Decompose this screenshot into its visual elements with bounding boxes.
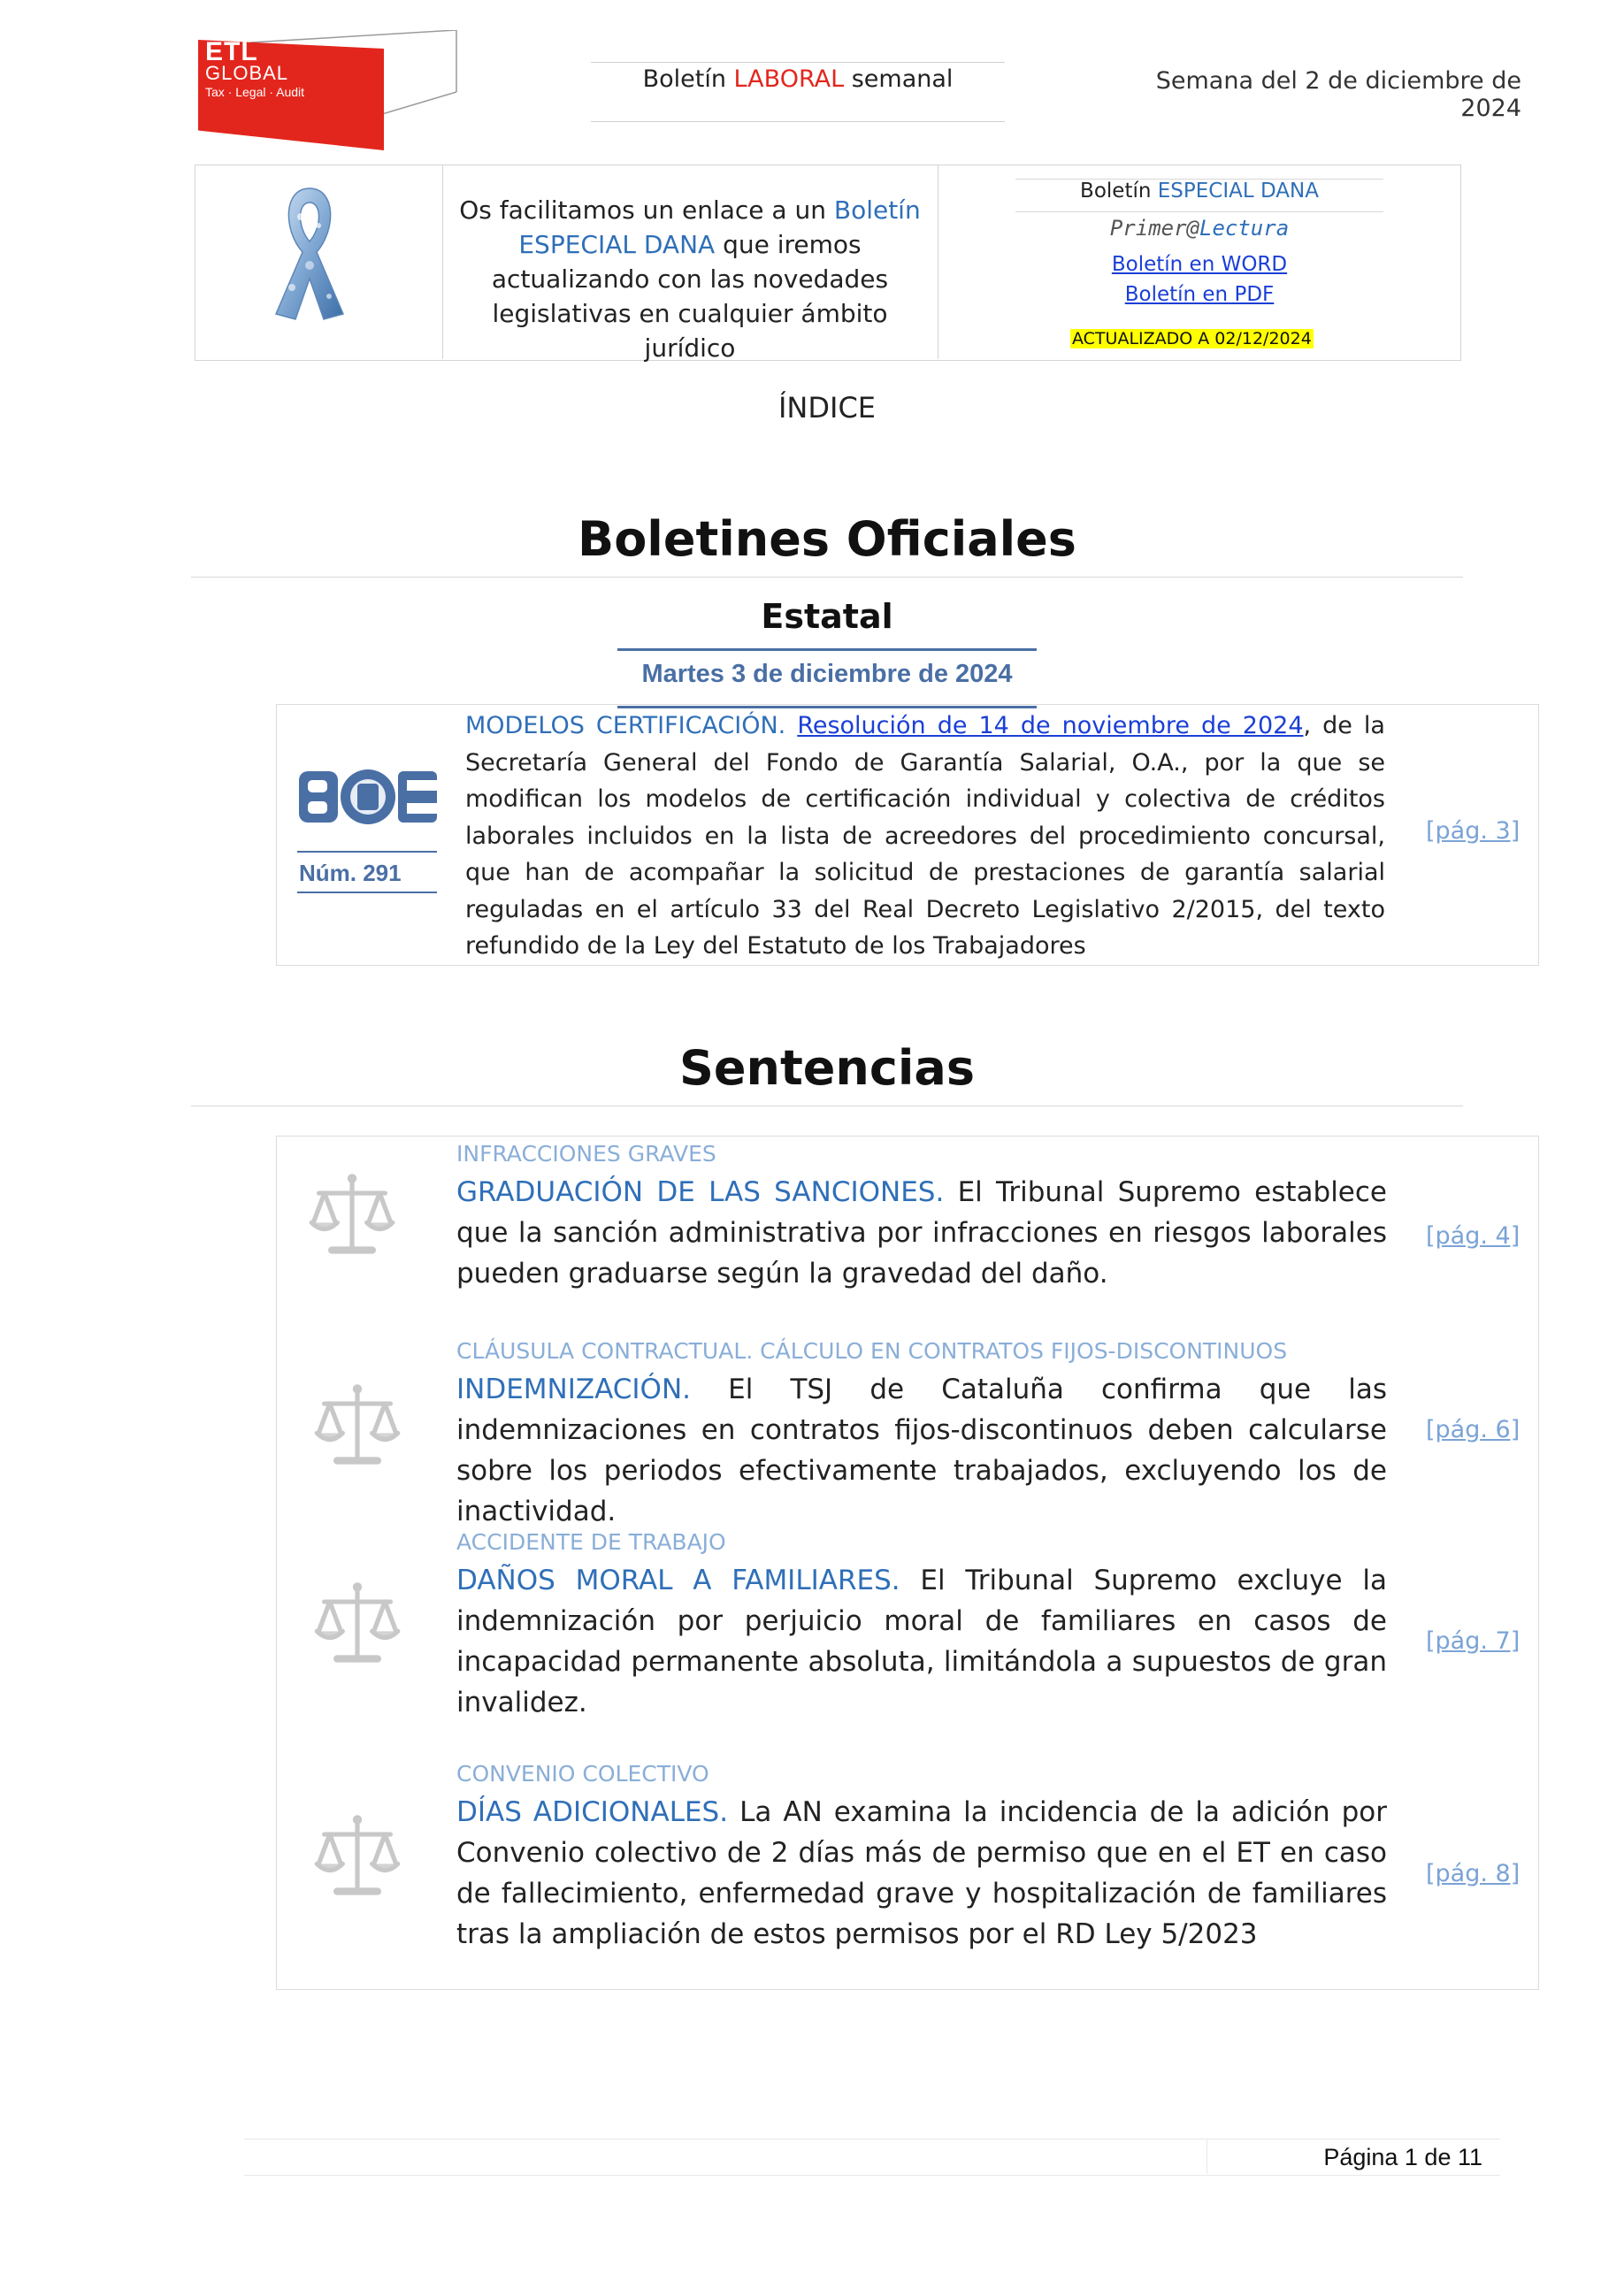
sentence-category: CLÁUSULA CONTRACTUAL. CÁLCULO EN CONTRATOS FIJOS-DISCONTINUOS xyxy=(456,1338,1288,1364)
page-ref-link[interactable]: [pág. 6] xyxy=(1426,1416,1521,1443)
divider xyxy=(1015,211,1383,212)
pdf-link[interactable]: Boletín en PDF xyxy=(1124,283,1275,306)
week-label: Semana del 2 de diciembre de 2024 xyxy=(1155,67,1521,122)
page-number: Página 1 de 11 xyxy=(1323,2144,1482,2170)
awareness-ribbon-icon xyxy=(265,181,354,323)
boe-number: Núm. 291 xyxy=(299,860,402,886)
primer-lectura-brand: Primer@Lectura xyxy=(1109,216,1290,241)
sentence-category: ACCIDENTE DE TRABAJO xyxy=(456,1529,726,1555)
page-ref-link[interactable]: [pág. 4] xyxy=(1426,1222,1521,1250)
divider xyxy=(191,577,1463,578)
dana-special-title: Boletín ESPECIAL DANA xyxy=(1080,180,1319,203)
sentence-headline: GRADUACIÓN DE LAS SANCIONES. xyxy=(456,1176,945,1208)
index-heading: ÍNDICE xyxy=(778,391,876,425)
divider xyxy=(297,851,437,853)
updated-badge: ACTUALIZADO A 02/12/2024 xyxy=(1072,329,1312,348)
scales-of-justice-icon xyxy=(311,1810,403,1902)
sentence-headline: INDEMNIZACIÓN. xyxy=(456,1374,691,1405)
boe-entry-text: MODELOS CERTIFICACIÓN. Resolución de 14 de noviembre de 2024, de la Secretaría General del Fondo de Garantía Salarial, O.A., por la que se modifican los modelos de certificación individual y colectiva de créditos laborales incluidos en la lista de acreedores del procedimiento concursal, que han de acompañar la solicitud de prestaciones de garantía salarial reguladas en el artículo 33 del Real Decreto Legislativo 2/2015, del texto refundido de la Ley del Estatuto de los Trabajadores xyxy=(465,712,1385,960)
dana-description: Os facilitamos un enlace a un Boletín ESPECIAL DANA que iremos actualizando con las novedades legislativas en cualquier ámbito jurídico xyxy=(459,195,921,363)
word-link[interactable]: Boletín en WORD xyxy=(1111,253,1288,276)
boe-logo xyxy=(297,768,439,826)
sentence-category: CONVENIO COLECTIVO xyxy=(456,1761,709,1787)
scales-of-justice-icon xyxy=(306,1169,398,1261)
logo-name: GLOBAL xyxy=(205,62,289,84)
scales-of-justice-icon xyxy=(311,1380,403,1472)
subsection-estatal: Estatal xyxy=(761,597,893,636)
sentence-category: INFRACCIONES GRAVES xyxy=(456,1141,716,1167)
logo-tagline: Tax · Legal · Audit xyxy=(205,85,305,99)
sentence-summary: INDEMNIZACIÓN. El TSJ de Cataluña confirma que las indemnizaciones en contratos fijos-discontinuos deben calcularse sobre los periodos efectivamente trabajados, excluyendo los de inactividad. xyxy=(456,1374,1387,1527)
sentence-summary: DAÑOS MORAL A FAMILIARES. El Tribunal Supremo excluye la indemnización por perjuicio moral de familiares en casos de incapacidad permanente absoluta, limitándola a supuestos de gran invalidez. xyxy=(456,1565,1387,1718)
sentence-summary: DÍAS ADICIONALES. La AN examina la incidencia de la adición por Convenio colectivo de 2 días más de permiso que en el ET en caso de fallecimiento, enfermedad grave y hospitalización de familiares tras la ampliación de estos permisos por el RD Ley 5/2023 xyxy=(456,1796,1387,1950)
bulletin-title: Boletín LABORAL semanal xyxy=(642,65,954,93)
sentence-summary: GRADUACIÓN DE LAS SANCIONES. El Tribunal Supremo establece que la sanción administrativa por infracciones en riesgos laborales pueden graduarse según la gravedad del daño. xyxy=(456,1176,1387,1290)
section-title-boletines: Boletines Oficiales xyxy=(578,511,1076,567)
divider xyxy=(297,892,437,893)
sentence-headline: DAÑOS MORAL A FAMILIARES. xyxy=(456,1565,900,1596)
resolution-link[interactable]: Resolución de 14 de noviembre de 2024 xyxy=(797,712,1304,739)
dana-link-text[interactable]: Boletín ESPECIAL DANA xyxy=(518,195,921,259)
page-ref-link[interactable]: [pág. 8] xyxy=(1426,1860,1521,1887)
scales-of-justice-icon xyxy=(311,1578,403,1670)
date-heading: Martes 3 de diciembre de 2024 xyxy=(641,660,1013,688)
page-ref-link[interactable]: [pág. 7] xyxy=(1426,1627,1521,1655)
divider xyxy=(442,165,443,359)
page-ref-link[interactable]: [pág. 3] xyxy=(1426,817,1521,845)
boe-category: MODELOS CERTIFICACIÓN. xyxy=(465,712,786,739)
logo-brand: ETL xyxy=(205,37,258,66)
sentence-headline: DÍAS ADICIONALES. xyxy=(456,1796,729,1828)
section-title-sentencias: Sentencias xyxy=(679,1040,975,1096)
